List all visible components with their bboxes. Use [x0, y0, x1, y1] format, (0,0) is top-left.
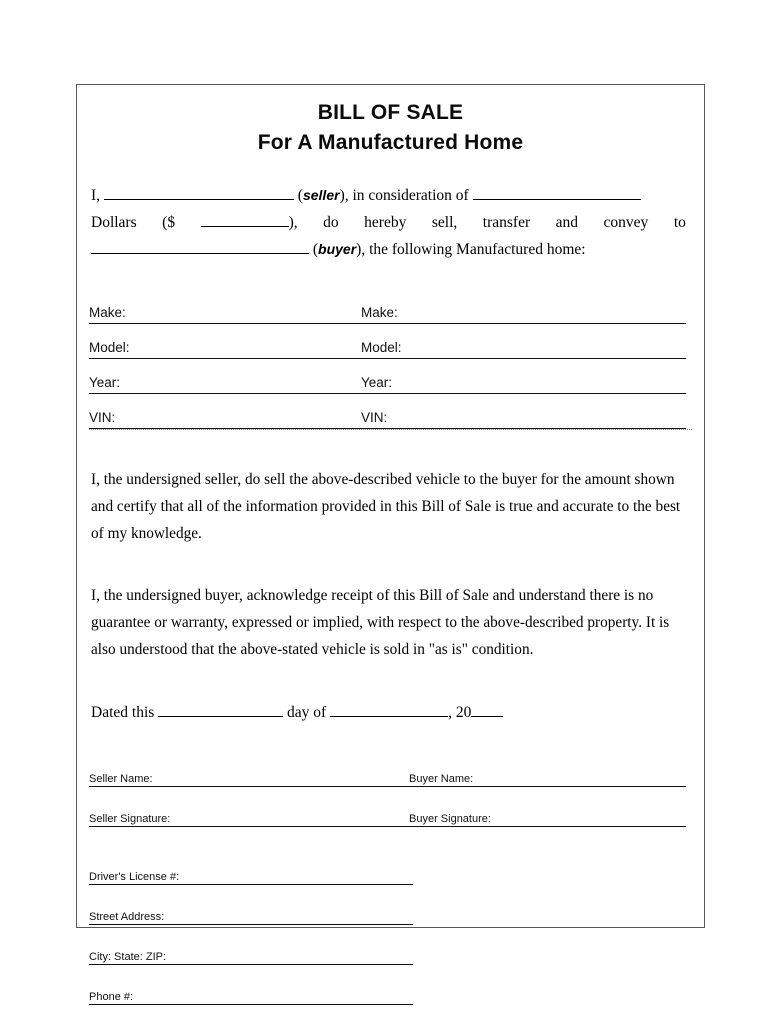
intro-block: [91, 182, 690, 263]
model-field-right[interactable]: [361, 338, 686, 359]
buyer-signature-label: Buyer Signature:: [409, 813, 491, 825]
vin-label-right: VIN:: [361, 410, 388, 425]
drivers-license-label: Driver's License #:: [89, 871, 180, 883]
dollar-sign-paren: ($: [162, 214, 176, 231]
contact-row-city-state-zip: [89, 925, 692, 965]
year-label-left: Year:: [89, 375, 121, 390]
phone-field[interactable]: [89, 987, 413, 1005]
dated-day-blank[interactable]: [158, 703, 283, 717]
contact-row-phone: [89, 965, 692, 1005]
year-field-left[interactable]: [89, 373, 361, 394]
contact-row-street-address: [89, 885, 692, 925]
dollar-amount-blank[interactable]: [201, 213, 289, 227]
buyer-name-blank[interactable]: [91, 240, 309, 254]
make-label-left: Make:: [89, 305, 126, 320]
buyer-name-label: Buyer Name:: [409, 773, 474, 785]
seller-attestation-paragraph: I, the undersigned seller, do sell the above-described vehicle to the buyer for the amount shown and certify that all of the information provided in this Bill of Sale is true and accurate to the best of my knowledge.: [91, 471, 681, 542]
street-address-field[interactable]: [89, 907, 413, 925]
dated-line: [91, 701, 690, 725]
model-label-right: Model:: [361, 340, 402, 355]
contact-fields-grid: [89, 845, 692, 1005]
model-label-left: Model:: [89, 340, 130, 355]
drivers-license-field[interactable]: [89, 867, 413, 885]
intro-i-prefix: I,: [91, 187, 101, 204]
year-label-right: Year:: [361, 375, 393, 390]
dated-prefix: Dated this: [91, 704, 155, 721]
seller-signature-label: Seller Signature:: [89, 813, 171, 825]
seller-role-label: seller: [302, 187, 340, 203]
to-word: to: [673, 214, 686, 231]
dated-middle: day of: [287, 704, 327, 721]
open-paren-seller: (: [297, 187, 303, 204]
page-subtitle: For A Manufactured Home: [257, 131, 524, 154]
and-word: and: [555, 214, 579, 231]
convey-word: convey: [603, 214, 649, 231]
page-title: BILL OF SALE: [317, 101, 464, 124]
make-label-right: Make:: [361, 305, 398, 320]
intro-line-seller: [91, 182, 690, 209]
seller-signature-field[interactable]: [89, 809, 409, 827]
vin-label-left: VIN:: [89, 410, 116, 425]
sell-word: sell,: [431, 214, 458, 231]
vin-field-left[interactable]: [89, 408, 361, 429]
seller-name-field[interactable]: [89, 769, 409, 787]
intro-after-buyer: ), the following Manufactured home:: [356, 241, 586, 258]
close-paren-comma: ),: [288, 214, 298, 231]
signature-fields-grid: [89, 747, 692, 827]
year-field-right[interactable]: [361, 373, 686, 394]
intro-line-buyer: [91, 236, 690, 263]
open-paren-buyer: (: [312, 241, 319, 258]
dated-month-blank[interactable]: [330, 703, 448, 717]
intro-line-dollars: [91, 209, 690, 236]
buyer-role-label: buyer: [318, 241, 357, 257]
city-state-zip-field[interactable]: [89, 947, 413, 965]
vehicle-row-year: [89, 359, 692, 394]
contact-row-drivers-license: [89, 845, 692, 885]
transfer-word: transfer: [482, 214, 531, 231]
bill-of-sale-form: [76, 84, 705, 1003]
seller-name-label: Seller Name:: [89, 773, 153, 785]
signature-row-name: [89, 747, 692, 787]
dated-year-prefix: , 20: [448, 704, 472, 721]
hereby-word: hereby: [364, 214, 407, 231]
seller-name-blank[interactable]: [104, 186, 294, 200]
buyer-name-field[interactable]: [409, 769, 686, 787]
intro-after-seller: ), in consideration of: [339, 187, 469, 204]
vehicle-fields-grid: [89, 289, 692, 429]
vehicle-row-model: [89, 324, 692, 359]
make-field-left[interactable]: [89, 303, 361, 324]
signature-row-signature: [89, 787, 692, 827]
dated-year-blank[interactable]: [471, 703, 503, 717]
make-field-right[interactable]: [361, 303, 686, 324]
vin-dotted-divider: [89, 429, 692, 430]
consideration-amount-blank[interactable]: [473, 186, 641, 200]
buyer-acknowledgement-paragraph: I, the undersigned buyer, acknowledge receipt of this Bill of Sale and understand there is no guarantee or warranty, expressed or implied, with respect to the above-described property. It is also understood that the above-stated vehicle is sold in "as is" condition.: [91, 587, 670, 658]
dollars-word: Dollars: [91, 214, 137, 231]
phone-label: Phone #:: [89, 991, 134, 1003]
city-state-zip-label: City: State: ZIP:: [89, 951, 167, 963]
vehicle-row-make: [89, 289, 692, 324]
vin-field-right[interactable]: [361, 408, 686, 429]
vehicle-row-vin: [89, 394, 692, 429]
buyer-signature-field[interactable]: [409, 809, 686, 827]
do-word: do: [323, 214, 339, 231]
street-address-label: Street Address:: [89, 911, 165, 923]
model-field-left[interactable]: [89, 338, 361, 359]
